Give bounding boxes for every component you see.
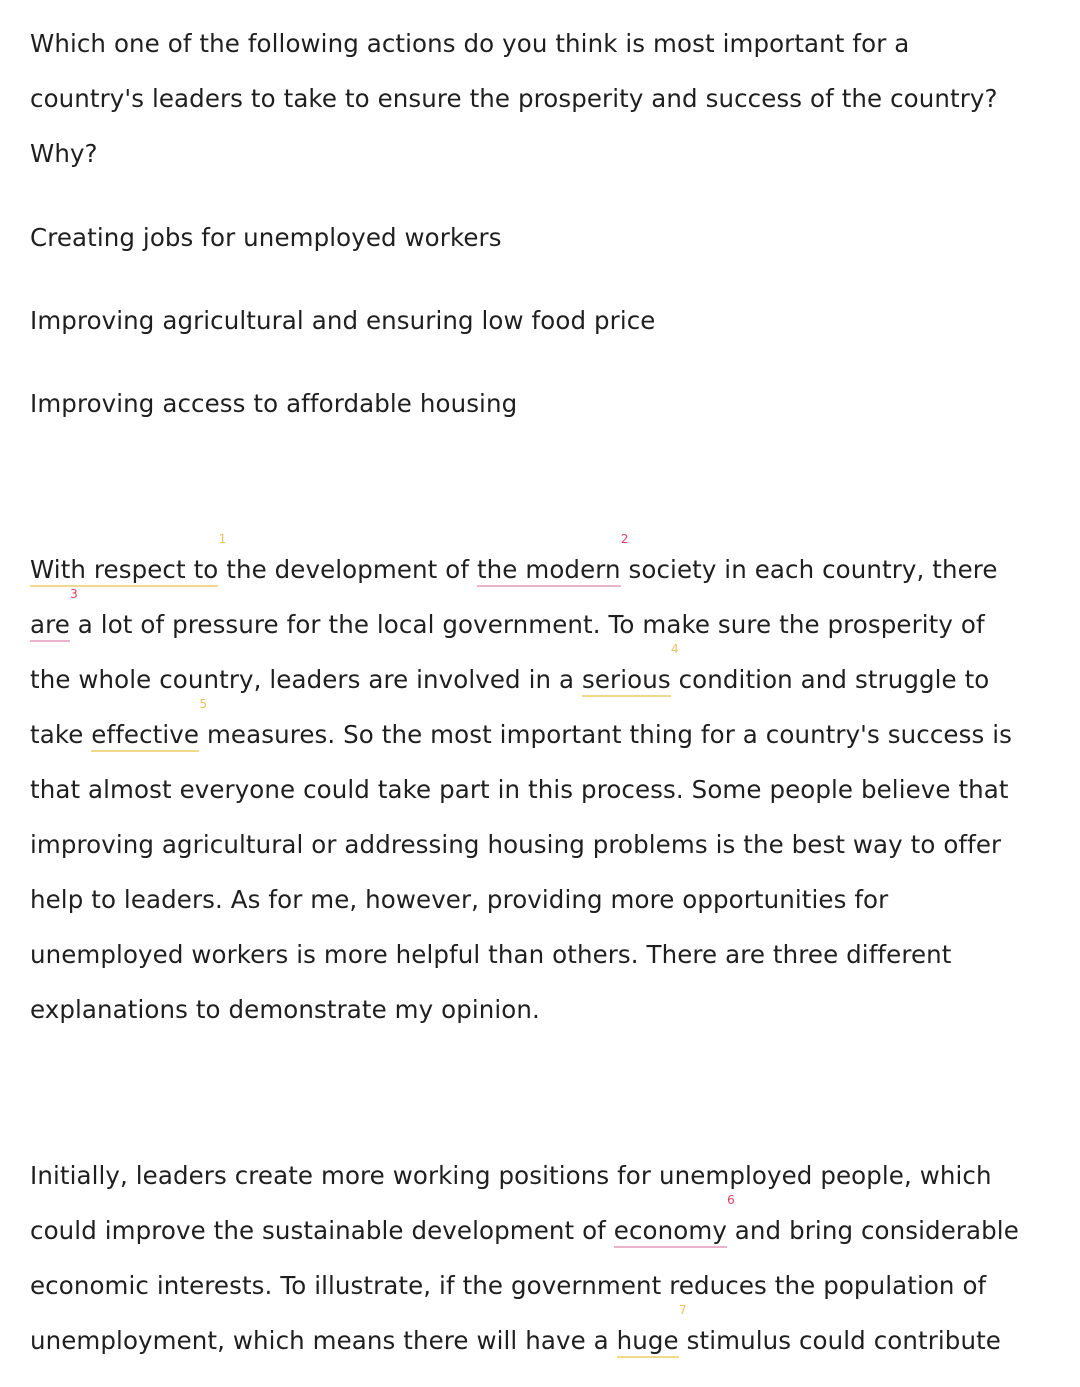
paragraph-text: unemployment, which means there will have a bbox=[30, 1326, 617, 1355]
annotation-highlight bbox=[613, 1193, 735, 1248]
annotation-highlight bbox=[476, 532, 629, 587]
option-agriculture: Improving agricultural and ensuring low food price bbox=[30, 306, 656, 335]
paragraph-text: the development of bbox=[218, 555, 477, 584]
paragraph-text: could improve the sustainable development of bbox=[30, 1216, 614, 1245]
annotation-text: serious bbox=[582, 665, 671, 694]
question-line: Why? bbox=[30, 139, 98, 168]
paragraph-line bbox=[30, 1193, 1060, 1258]
annotation-highlight bbox=[91, 697, 208, 752]
annotation-highlight bbox=[30, 587, 78, 642]
paragraph-line: help to leaders. As for me, however, providing more opportunities for bbox=[30, 885, 889, 914]
essay-paragraph-2 bbox=[30, 1148, 1060, 1368]
annotation-text: economy bbox=[613, 1216, 727, 1245]
annotation-number: 5 bbox=[199, 697, 208, 711]
paragraph-text: measures. So the most important thing for a country's success is bbox=[199, 720, 1012, 749]
essay-paragraph-1 bbox=[30, 532, 1060, 1037]
paragraph-line: economic interests. To illustrate, if the government reduces the population of bbox=[30, 1271, 987, 1300]
paragraph-line bbox=[30, 532, 1060, 597]
annotation-highlight bbox=[582, 642, 679, 697]
option-jobs: Creating jobs for unemployed workers bbox=[30, 223, 502, 252]
paragraph-text: take bbox=[30, 720, 92, 749]
annotation-number: 1 bbox=[218, 532, 227, 546]
paragraph-text: a lot of pressure for the local government. To make sure the prosperity of bbox=[69, 610, 985, 639]
paragraph-text: and bring considerable bbox=[726, 1216, 1019, 1245]
paragraph-text: condition and struggle to bbox=[670, 665, 990, 694]
option-housing: Improving access to affordable housing bbox=[30, 389, 518, 418]
paragraph-line: Initially, leaders create more working positions for unemployed people, which bbox=[30, 1161, 992, 1190]
paragraph-line: that almost everyone could take part in this process. Some people believe that bbox=[30, 775, 1009, 804]
annotation-text: effective bbox=[91, 720, 200, 749]
paragraph-line bbox=[30, 1303, 1060, 1368]
annotation-number: 6 bbox=[727, 1193, 735, 1207]
annotation-number: 2 bbox=[620, 532, 629, 546]
paragraph-line: explanations to demonstrate my opinion. bbox=[30, 995, 540, 1024]
annotation-number: 7 bbox=[678, 1303, 687, 1317]
paragraph-line bbox=[30, 697, 1060, 762]
paragraph-text: stimulus could contribute bbox=[678, 1326, 1001, 1355]
annotation-highlight bbox=[616, 1303, 687, 1358]
annotation-text: With respect to bbox=[30, 555, 219, 584]
annotation-number: 3 bbox=[70, 587, 78, 601]
annotation-text: the modern bbox=[476, 555, 621, 584]
annotation-text: huge bbox=[616, 1326, 679, 1355]
paragraph-line: unemployed workers is more helpful than others. There are three different bbox=[30, 940, 952, 969]
annotation-text: are bbox=[30, 610, 70, 639]
annotation-highlight bbox=[30, 532, 227, 587]
paragraph-line: improving agricultural or addressing housing problems is the best way to offer bbox=[30, 830, 1002, 859]
paragraph-line bbox=[30, 642, 1060, 707]
question-line: Which one of the following actions do you think is most important for a bbox=[30, 29, 910, 58]
annotation-number: 4 bbox=[670, 642, 679, 656]
question-prompt bbox=[30, 16, 1060, 181]
paragraph-text: the whole country, leaders are involved in a bbox=[30, 665, 583, 694]
paragraph-text: society in each country, there bbox=[620, 555, 998, 584]
paragraph-line bbox=[30, 587, 1060, 652]
question-line: country's leaders to take to ensure the prosperity and success of the country? bbox=[30, 84, 998, 113]
